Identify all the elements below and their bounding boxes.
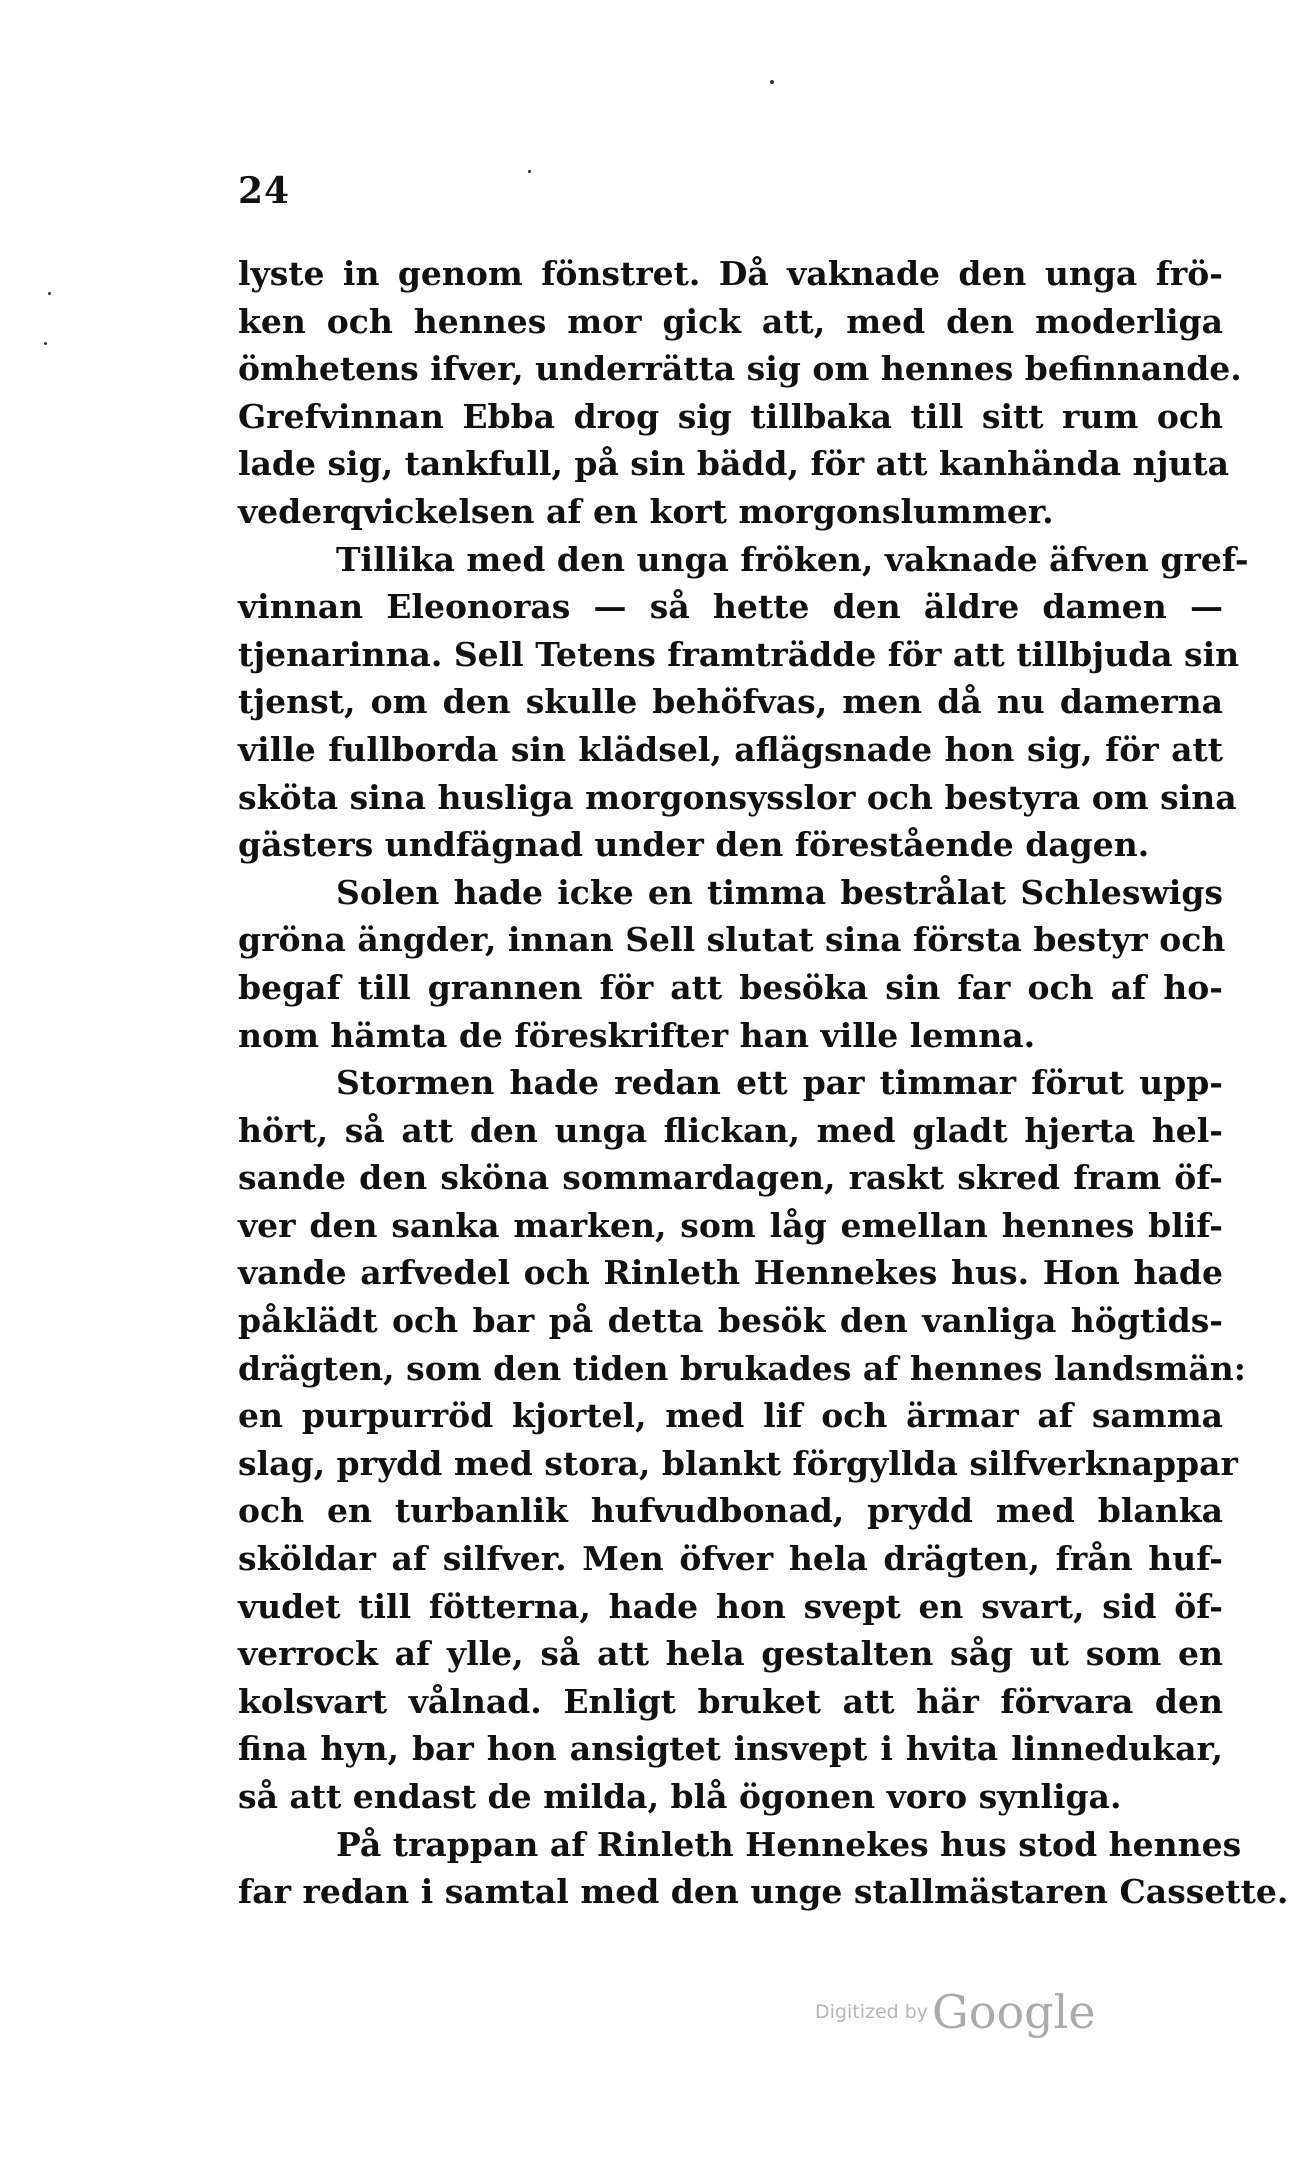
text-line: Tillika med den unga fröken, vaknade äfven gref- — [336, 539, 1249, 579]
text-line: Solen hade icke en timma bestrålat Schleswigs — [336, 872, 1223, 912]
digitized-by-label: Digitized by — [815, 2001, 929, 2023]
text-line: ömhetens ifver, underrätta sig om hennes befinnande. — [238, 349, 1242, 389]
text-line: tjenarinna. Sell Tetens framträdde för att tillbjuda sin — [238, 634, 1240, 674]
text-line: begaf till grannen för att besöka sin far och af ho- — [238, 967, 1223, 1007]
text-line: drägten, som den tiden brukades af hennes landsmän: — [238, 1348, 1246, 1388]
page-number: 24 — [238, 170, 291, 212]
scan-speck — [528, 170, 531, 173]
text-line: far redan i samtal med den unge stallmästaren Cassette. — [238, 1872, 1289, 1912]
digitized-by-google-watermark — [815, 1985, 1096, 2039]
paragraph — [238, 869, 1226, 1059]
text-line: vudet till fötterna, hade hon svept en svart, sid öf- — [238, 1586, 1223, 1626]
text-line: verrock af ylle, så att hela gestalten såg ut som en — [238, 1634, 1223, 1674]
text-line: och en turbanlik hufvudbonad, prydd med blanka — [238, 1491, 1223, 1531]
text-line: Stormen hade redan ett par timmar förut upp- — [336, 1063, 1223, 1103]
text-line: ken och hennes mor gick att, med den moderliga — [238, 301, 1223, 341]
text-line: gästers undfägnad under den förestående dagen. — [238, 825, 1150, 865]
paragraph — [238, 1821, 1289, 1916]
text-line: fina hyn, bar hon ansigtet insvept i hvita linnedukar, — [238, 1729, 1223, 1769]
text-line: sköta sina husliga morgonsysslor och bestyra om sina — [238, 777, 1237, 817]
text-line: kolsvart vålnad. Enligt bruket att här förvara den — [238, 1681, 1223, 1721]
text-line: lade sig, tankfull, på sin bädd, för att kanhända njuta — [238, 444, 1230, 484]
text-line: en purpurröd kjortel, med lif och ärmar af samma — [238, 1396, 1223, 1436]
scan-speck — [770, 80, 774, 84]
body-text — [238, 250, 1289, 1916]
scan-speck — [48, 292, 51, 295]
text-line: gröna ängder, innan Sell slutat sina första bestyr och — [238, 920, 1226, 960]
scan-speck — [44, 342, 47, 345]
text-line: så att endast de milda, blå ögonen voro synliga. — [238, 1777, 1122, 1816]
text-line: tjenst, om den skulle behöfvas, men då nu damerna — [238, 682, 1223, 722]
google-logo: Google — [932, 1985, 1096, 2039]
text-line: påklädt och bar på detta besök den vanliga högtids- — [238, 1301, 1223, 1341]
text-line: lyste in genom fönstret. Då vaknade den unga frö- — [238, 254, 1223, 293]
text-line: hört, så att den unga flickan, med gladt hjerta hel- — [238, 1110, 1223, 1150]
paragraph — [238, 250, 1242, 536]
text-line: vederqvickelsen af en kort morgonslummer. — [238, 491, 1054, 531]
text-line: nom hämta de föreskrifter han ville lemna. — [238, 1015, 1036, 1055]
text-line: ville fullborda sin klädsel, aflägsnade hon sig, för att — [238, 729, 1223, 769]
paragraph — [238, 536, 1249, 869]
text-line: slag, prydd med stora, blankt förgyllda silfverknappar — [238, 1443, 1238, 1483]
text-line: sköldar af silfver. Men öfver hela drägten, från huf- — [238, 1539, 1223, 1579]
text-line: vinnan Eleonoras — så hette den äldre damen — — [238, 587, 1223, 627]
paragraph — [238, 1059, 1246, 1821]
text-line: vande arfvedel och Rinleth Hennekes hus. Hon hade — [238, 1253, 1223, 1293]
text-line: ver den sanka marken, som låg emellan hennes blif- — [238, 1205, 1223, 1245]
text-line: sande den sköna sommardagen, raskt skred fram öf- — [238, 1158, 1223, 1198]
text-line: Grefvinnan Ebba drog sig tillbaka till sitt rum och — [238, 396, 1223, 436]
text-line: På trappan af Rinleth Hennekes hus stod hennes — [336, 1824, 1242, 1864]
